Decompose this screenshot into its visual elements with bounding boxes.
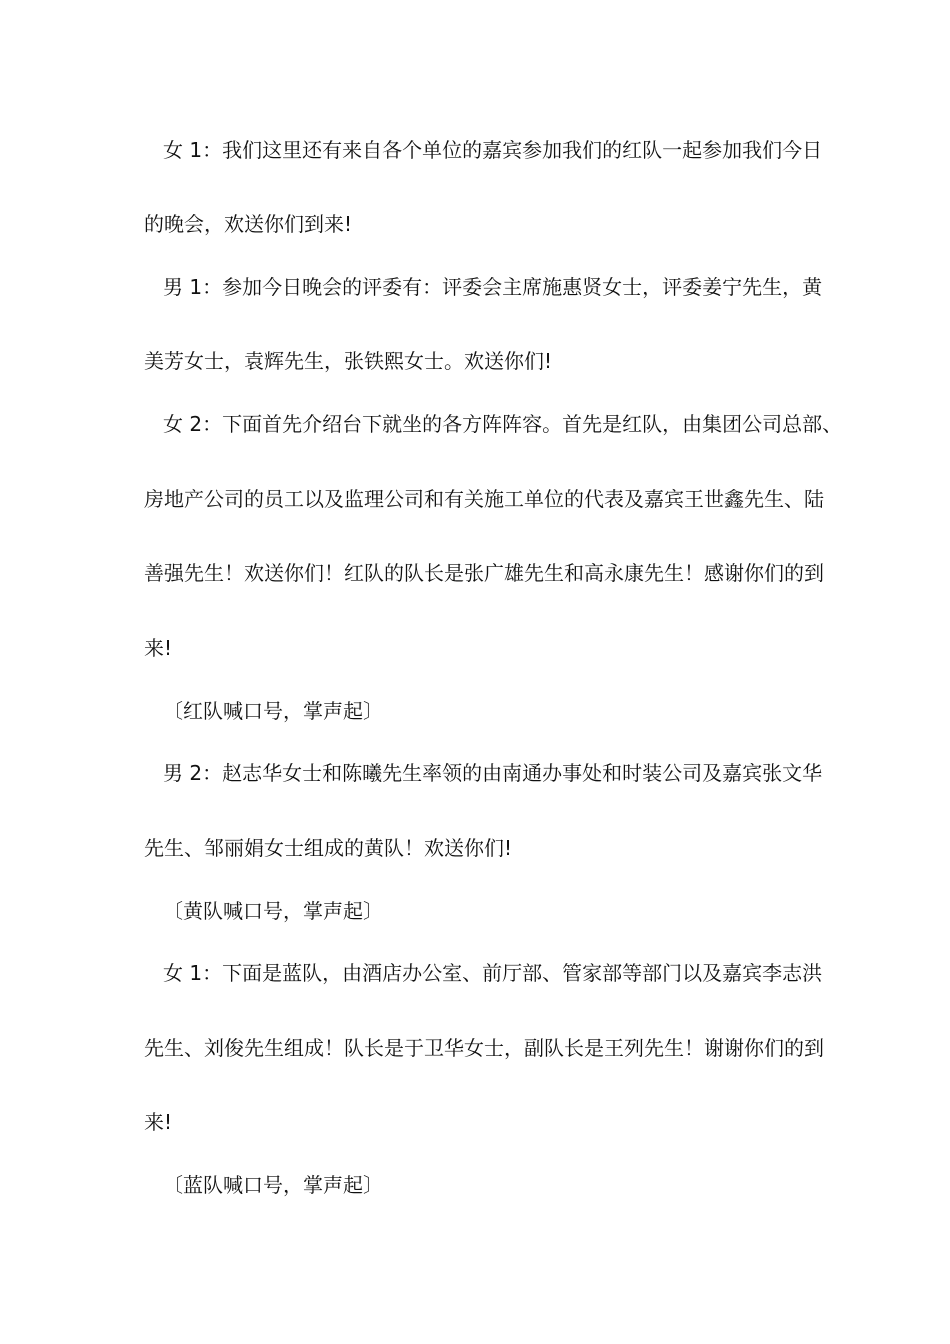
text-line: 女 2：下面首先介绍台下就坐的各方阵阵容。首先是红队，由集团公司总部、 xyxy=(163,412,843,436)
text-line: 的晚会，欢送你们到来! xyxy=(144,212,353,236)
text-line: 男 2：赵志华女士和陈曦先生率领的由南通办事处和时装公司及嘉宾张文华 xyxy=(163,761,823,785)
text-line: 女 1：我们这里还有来自各个单位的嘉宾参加我们的红队一起参加我们今日 xyxy=(163,138,823,162)
stage-direction: 〔红队喊口号，掌声起〕 xyxy=(163,699,383,723)
stage-direction: 〔蓝队喊口号，掌声起〕 xyxy=(163,1173,383,1197)
text-line: 先生、刘俊先生组成！队长是于卫华女士，副队长是王列先生！谢谢你们的到 xyxy=(144,1036,824,1060)
text-line: 美芳女士，袁辉先生，张铁熙女士。欢送你们! xyxy=(144,349,553,373)
text-line: 善强先生！欢送你们！红队的队长是张广雄先生和高永康先生！感谢你们的到 xyxy=(144,561,824,585)
text-line: 来! xyxy=(144,636,173,660)
stage-direction: 〔黄队喊口号，掌声起〕 xyxy=(163,899,383,923)
text-line: 男 1：参加今日晚会的评委有：评委会主席施惠贤女士，评委姜宁先生，黄 xyxy=(163,275,823,299)
text-line: 房地产公司的员工以及监理公司和有关施工单位的代表及嘉宾王世鑫先生、陆 xyxy=(144,487,824,511)
text-line: 来! xyxy=(144,1110,173,1134)
text-line: 先生、邹丽娟女士组成的黄队！欢送你们! xyxy=(144,836,513,860)
text-line: 女 1：下面是蓝队，由酒店办公室、前厅部、管家部等部门以及嘉宾李志洪 xyxy=(163,961,823,985)
